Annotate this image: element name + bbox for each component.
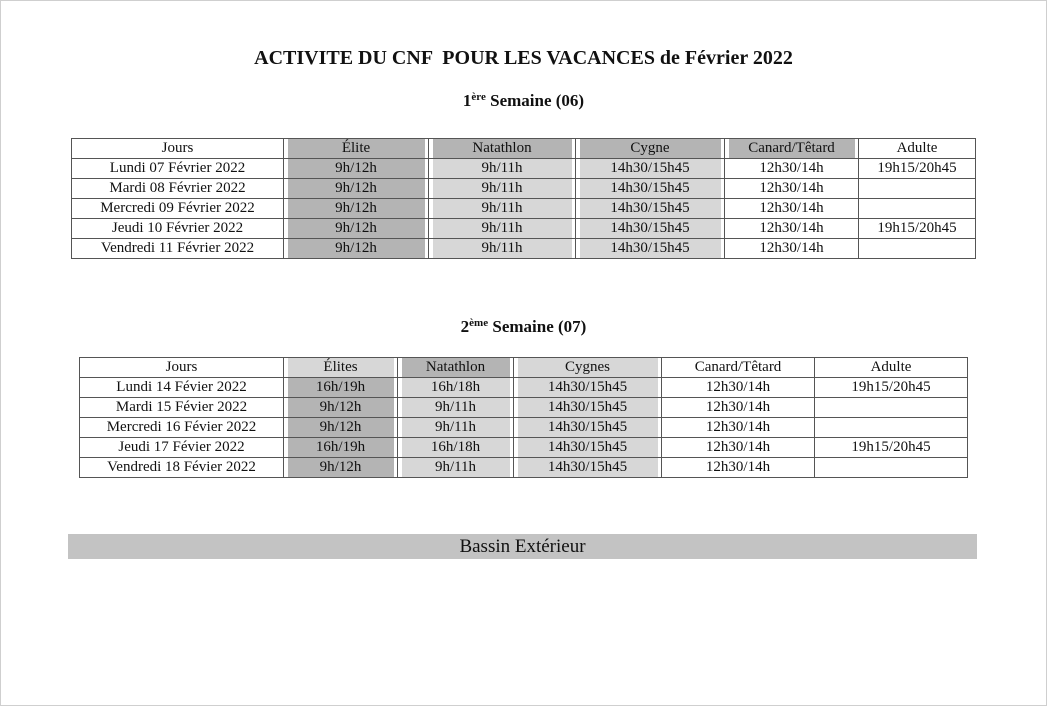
cell-jours: Vendredi 11 Février 2022: [72, 239, 284, 259]
table-row: [72, 179, 976, 199]
column-header-natathlon: Natathlon: [398, 358, 514, 378]
cell-canard-tetard: 12h30/14h: [662, 438, 815, 458]
cell-natathlon: 9h/11h: [398, 458, 514, 478]
week1-label: Semaine (06): [485, 91, 585, 110]
cell-cygne: 14h30/15h45: [576, 179, 725, 199]
column-header-jours: Jours: [80, 358, 284, 378]
cell-canard-tetard: 12h30/14h: [725, 179, 859, 199]
week1-ordinal: 1: [462, 91, 472, 110]
table-row: [80, 378, 968, 398]
cell-jours: Vendredi 18 Févier 2022: [80, 458, 284, 478]
cell-elite: 16h/19h: [284, 378, 398, 398]
cell-jours: Jeudi 10 Février 2022: [72, 219, 284, 239]
cell-natathlon: 9h/11h: [398, 398, 514, 418]
cell-canard-tetard: 12h30/14h: [725, 159, 859, 179]
cell-elite: 16h/19h: [284, 438, 398, 458]
table-row: [72, 239, 976, 259]
cell-adulte: 19h15/20h45: [859, 159, 976, 179]
week1-heading: [1, 91, 1046, 111]
cell-adulte: 19h15/20h45: [815, 438, 968, 458]
column-header-cygne: Cygnes: [514, 358, 662, 378]
cell-canard-tetard: 12h30/14h: [725, 199, 859, 219]
column-header-jours: Jours: [72, 139, 284, 159]
table-header-row: [80, 358, 968, 378]
cell-natathlon: 9h/11h: [429, 219, 576, 239]
table-row: [80, 398, 968, 418]
cell-cygne: 14h30/15h45: [514, 458, 662, 478]
cell-natathlon: 9h/11h: [429, 179, 576, 199]
column-header-natathlon: Natathlon: [429, 139, 576, 159]
cell-natathlon: 9h/11h: [429, 199, 576, 219]
week2-ordinal-suffix: ème: [469, 317, 489, 329]
cell-cygne: 14h30/15h45: [514, 418, 662, 438]
cell-cygne: 14h30/15h45: [576, 159, 725, 179]
cell-elite: 9h/12h: [284, 239, 429, 259]
cell-elite: 9h/12h: [284, 398, 398, 418]
column-header-cygne: Cygne: [576, 139, 725, 159]
cell-adulte: 19h15/20h45: [859, 219, 976, 239]
cell-elite: 9h/12h: [284, 159, 429, 179]
cell-canard-tetard: 12h30/14h: [662, 378, 815, 398]
column-header-canard-tetard: Canard/Têtard: [725, 139, 859, 159]
cell-natathlon: 9h/11h: [429, 239, 576, 259]
bassin-exterieur-banner: Bassin Extérieur: [68, 534, 977, 559]
cell-elite: 9h/12h: [284, 219, 429, 239]
cell-cygne: 14h30/15h45: [576, 199, 725, 219]
cell-adulte: 19h15/20h45: [815, 378, 968, 398]
cell-jours: Jeudi 17 Févier 2022: [80, 438, 284, 458]
column-header-elite: Élite: [284, 139, 429, 159]
week2-ordinal: 2: [460, 317, 470, 336]
column-header-adulte: Adulte: [859, 139, 976, 159]
cell-elite: 9h/12h: [284, 179, 429, 199]
cell-elite: 9h/12h: [284, 458, 398, 478]
cell-canard-tetard: 12h30/14h: [662, 458, 815, 478]
week2-schedule-table: [79, 357, 968, 478]
cell-elite: 9h/12h: [284, 418, 398, 438]
cell-natathlon: 16h/18h: [398, 378, 514, 398]
table-header-row: [72, 139, 976, 159]
cell-cygne: 14h30/15h45: [514, 398, 662, 418]
cell-natathlon: 16h/18h: [398, 438, 514, 458]
week2-heading: [1, 317, 1046, 337]
cell-natathlon: 9h/11h: [398, 418, 514, 438]
cell-canard-tetard: 12h30/14h: [725, 219, 859, 239]
week2-label: Semaine (07): [488, 317, 587, 336]
cell-adulte: [815, 418, 968, 438]
cell-adulte: [815, 398, 968, 418]
cell-jours: Mardi 08 Février 2022: [72, 179, 284, 199]
cell-elite: 9h/12h: [284, 199, 429, 219]
cell-canard-tetard: 12h30/14h: [662, 418, 815, 438]
cell-natathlon: 9h/11h: [429, 159, 576, 179]
week1-ordinal-suffix: ère: [471, 91, 486, 103]
table-row: [72, 199, 976, 219]
cell-adulte: [815, 458, 968, 478]
table-row: [72, 219, 976, 239]
cell-jours: Mercredi 09 Février 2022: [72, 199, 284, 219]
cell-canard-tetard: 12h30/14h: [662, 398, 815, 418]
cell-jours: Lundi 14 Févier 2022: [80, 378, 284, 398]
column-header-adulte: Adulte: [815, 358, 968, 378]
cell-cygne: 14h30/15h45: [514, 438, 662, 458]
table-row: [80, 458, 968, 478]
cell-cygne: 14h30/15h45: [576, 239, 725, 259]
cell-canard-tetard: 12h30/14h: [725, 239, 859, 259]
cell-adulte: [859, 179, 976, 199]
table-row: [80, 438, 968, 458]
column-header-canard-tetard: Canard/Têtard: [662, 358, 815, 378]
cell-jours: Mardi 15 Févier 2022: [80, 398, 284, 418]
page-title: ACTIVITE DU CNF POUR LES VACANCES de Février 2022: [254, 47, 793, 69]
cell-adulte: [859, 199, 976, 219]
week1-schedule-table: [71, 138, 976, 259]
cell-jours: Mercredi 16 Févier 2022: [80, 418, 284, 438]
cell-cygne: 14h30/15h45: [514, 378, 662, 398]
table-row: [80, 418, 968, 438]
table-row: [72, 159, 976, 179]
cell-jours: Lundi 07 Février 2022: [72, 159, 284, 179]
cell-adulte: [859, 239, 976, 259]
cell-cygne: 14h30/15h45: [576, 219, 725, 239]
column-header-elite: Élites: [284, 358, 398, 378]
